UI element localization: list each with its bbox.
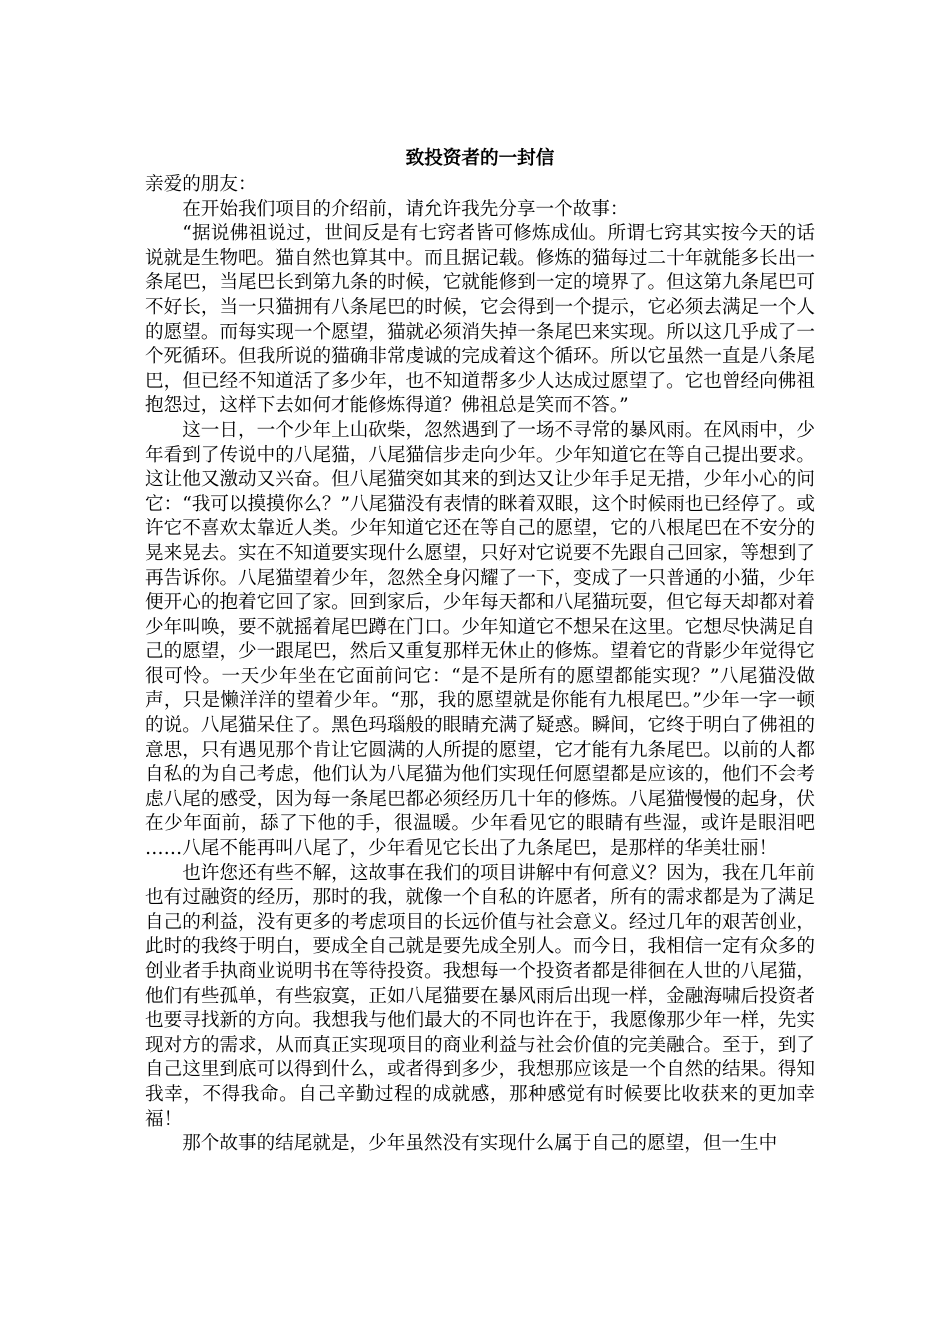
salutation: 亲爱的朋友： (145, 174, 257, 195)
letter-title: 致投资者的一封信 (405, 148, 555, 169)
paragraph-legend: “据说佛祖说过，世间反是有七窍者皆可修炼成仙。所谓七窍其实按今天的话说就是生物吧。猫自然也算其中。而且据记载。修炼的猫每过二十年就能多长出一条尾巴，当尾巴长到第九条的时候，它就能修到一定的境界了。但这第九条尾巴可不好长，当一只猫拥有八条尾巴的时候，它会得到一个提示，它必须去满足一个人的愿望。而每实现一个愿望，猫就必须消失掉一条尾巴来实现。所以这几乎成了一个死循环。但我所说的猫确非常虔诚的完成着这个循环。所以它虽然一直是八条尾巴，但已经不知道活了多少年，也不知道帮多少人达成过愿望了。它也曾经向佛祖抱怨过，这样下去如何才能修炼得道？佛祖总是笑而不答。” (145, 223, 815, 417)
paragraph-meaning: 也许您还有些不解，这故事在我们的项目讲解中有何意义？因为，我在几年前也有过融资的经历，那时的我，就像一个自私的许愿者，所有的需求都是为了满足自己的利益，没有更多的考虑项目的长远价值与社会意义。经过几年的艰苦创业，此时的我终于明白，要成全自己就是要先成全别人。而今日，我相信一定有众多的创业者手执商业说明书在等待投资。我想每一个投资者都是徘徊在人世的八尾猫，他们有些孤单，有些寂寞，正如八尾猫要在暴风雨后出现一样，金融海啸后投资者也要寻找新的方向。我想我与他们最大的不同也许在于，我愿像那少年一样，先实现对方的需求，从而真正实现项目的商业利益与社会价值的完美融合。至于，到了自己这里到底可以得到什么，或者得到多少，我想那应该是一个自然的结果。得知我幸，不得我命。自己辛勤过程的成就感，那种感觉有时候要比收获来的更加幸福！ (145, 862, 815, 1130)
paragraph-ending: 那个故事的结尾就是，少年虽然没有实现什么属于自己的愿望，但一生中 (182, 1133, 778, 1155)
paragraph-story: 这一日，一个少年上山砍柴，忽然遇到了一场不寻常的暴风雨。在风雨中，少年看到了传说中的八尾猫，八尾猫信步走向少年。少年知道它在等自己提出要求。这让他又激动又兴奋。但八尾猫突如其来的到达又让少年手足无措，少年小心的问它：“我可以摸摸你么？”八尾猫没有表情的眯着双眼，这个时候雨也已经停了。或许它不喜欢太靠近人类。少年知道它还在等自己的愿望，它的八根尾巴在不安分的晃来晃去。实在不知道要实现什么愿望，只好对它说要不先跟自己回家，等想到了再告诉你。八尾猫望着少年，忽然全身闪耀了一下，变成了一只普通的小猫，少年便开心的抱着它回了家。回到家后，少年每天都和八尾猫玩耍，但它每天却都对着少年叫唤，要不就摇着尾巴蹲在门口。少年知道它不想呆在这里。它想尽快满足自己的愿望，少一跟尾巴，然后又重复那样无休止的修炼。望着它的背影少年觉得它很可怜。一天少年坐在它面前问它：“是不是所有的愿望都能实现？”八尾猫没做声，只是懒洋洋的望着少年。“那，我的愿望就是你能有九根尾巴。”少年一字一顿的说。八尾猫呆住了。黑色玛瑙般的眼睛充满了疑惑。瞬间，它终于明白了佛祖的意思，只有遇见那个肯让它圆满的人所提的愿望，它才能有九条尾巴。以前的人都自私的为自己考虑，他们认为八尾猫为他们实现任何愿望都是应该的，他们不会考虑八尾的感受，因为每一条尾巴都必须经历几十年的修炼。八尾猫慢慢的起身，伏在少年面前，舔了下他的手，很温暖。少年看见它的眼睛有些湿，或许是眼泪吧 ……八尾不能再叫八尾了，少年看见它长出了九条尾巴，是那样的华美壮丽！ (145, 419, 815, 860)
paragraph-intro: 在开始我们项目的介绍前，请允许我先分享一个故事： (182, 198, 629, 220)
letter-body (145, 147, 815, 1157)
